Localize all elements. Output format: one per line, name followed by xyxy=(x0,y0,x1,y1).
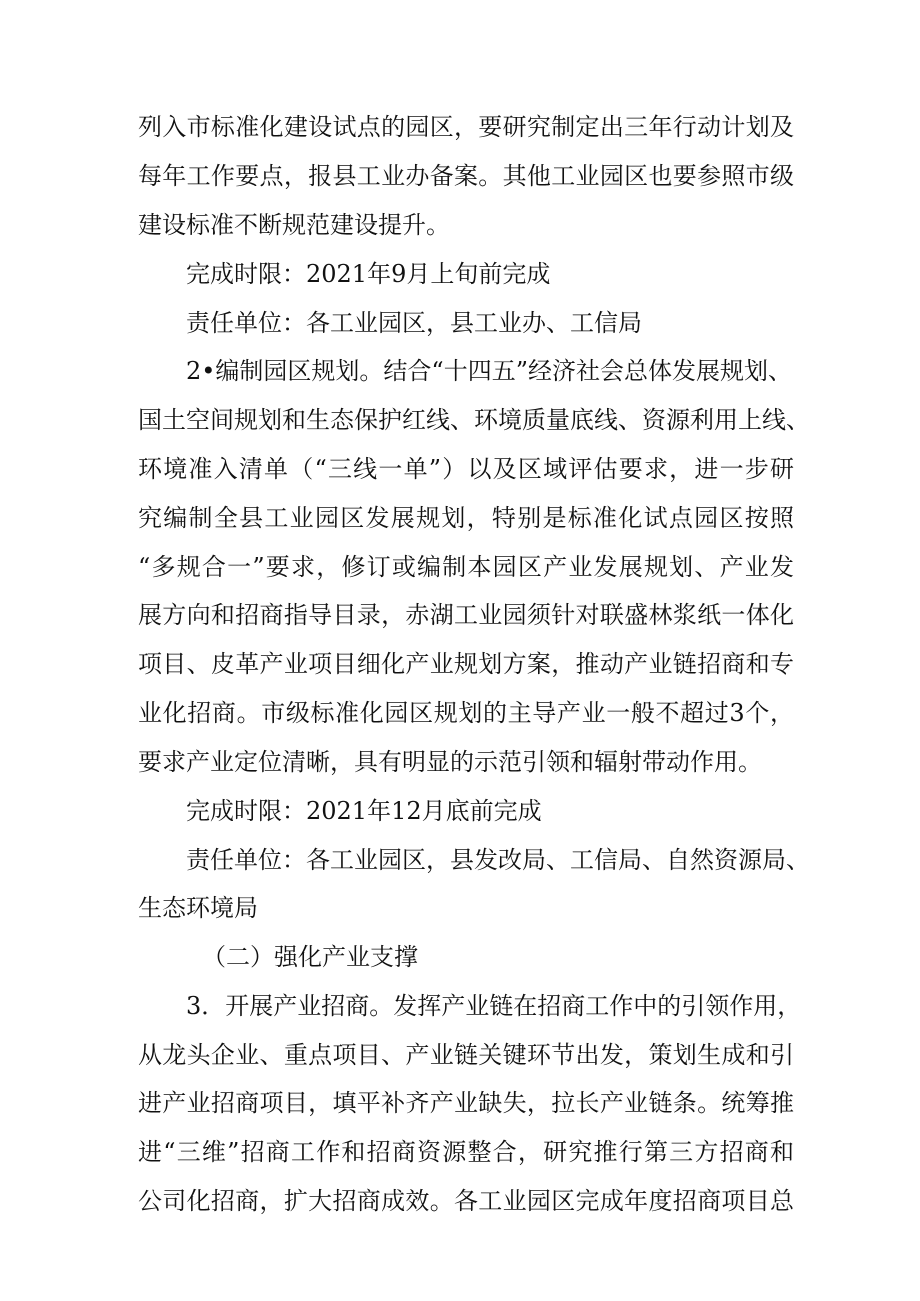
responsible-units-line: 责任单位：各工业园区，县发改局、工信局、自然资源局、 xyxy=(186,846,810,874)
paragraph-line: 建设标准不断规范建设提升。 xyxy=(138,211,450,239)
responsible-units-line: 责任单位：各工业园区，县工业办、工信局 xyxy=(186,309,642,337)
paragraph-line: 从龙头企业、重点项目、产业链关键环节出发，策划生成和引 xyxy=(138,1041,794,1069)
paragraph-line: 项目、皮革产业项目细化产业规划方案，推动产业链招商和专 xyxy=(138,650,794,678)
paragraph-line: 公司化招商，扩大招商成效。各工业园区完成年度招商项目总 xyxy=(138,1187,794,1215)
paragraph-line: “多规合一”要求，修订或编制本园区产业发展规划、产业发 xyxy=(138,553,794,581)
paragraph-line: 2•编制园区规划。结合“十四五”经济社会总体发展规划、 xyxy=(186,357,792,385)
deadline-line: 完成时限：2021年9月上旬前完成 xyxy=(186,260,551,288)
paragraph-line: 列入市标准化建设试点的园区，要研究制定出三年行动计划及 xyxy=(138,113,794,141)
paragraph-line: 究编制全县工业园区发展规划，特别是标准化试点园区按照 xyxy=(138,504,794,532)
paragraph-line: 要求产业定位清晰，具有明显的示范引领和辐射带动作用。 xyxy=(138,748,762,776)
section-heading: （二）强化产业支撑 xyxy=(202,943,418,971)
paragraph-line: 进“三维”招商工作和招商资源整合，研究推行第三方招商和 xyxy=(138,1138,794,1166)
paragraph-line: 展方向和招商指导目录，赤湖工业园须针对联盛林浆纸一体化 xyxy=(138,601,794,629)
deadline-line: 完成时限：2021年12月底前完成 xyxy=(186,797,542,825)
paragraph-line: 国土空间规划和生态保护红线、环境质量底线、资源利用上线、 xyxy=(138,406,810,434)
paragraph-line: 3．开展产业招商。发挥产业链在招商工作中的引领作用， xyxy=(186,992,802,1020)
responsible-units-line: 生态环境局 xyxy=(138,894,258,922)
paragraph-line: 进产业招商项目，填平补齐产业缺失，拉长产业链条。统筹推 xyxy=(138,1089,794,1117)
paragraph-line: 环境准入清单（“三线一单”）以及区域评估要求，进一步研 xyxy=(138,455,794,483)
paragraph-line: 每年工作要点，报县工业办备案。其他工业园区也要参照市级 xyxy=(138,162,794,190)
paragraph-line: 业化招商。市级标准化园区规划的主导产业一般不超过3个， xyxy=(138,699,794,727)
